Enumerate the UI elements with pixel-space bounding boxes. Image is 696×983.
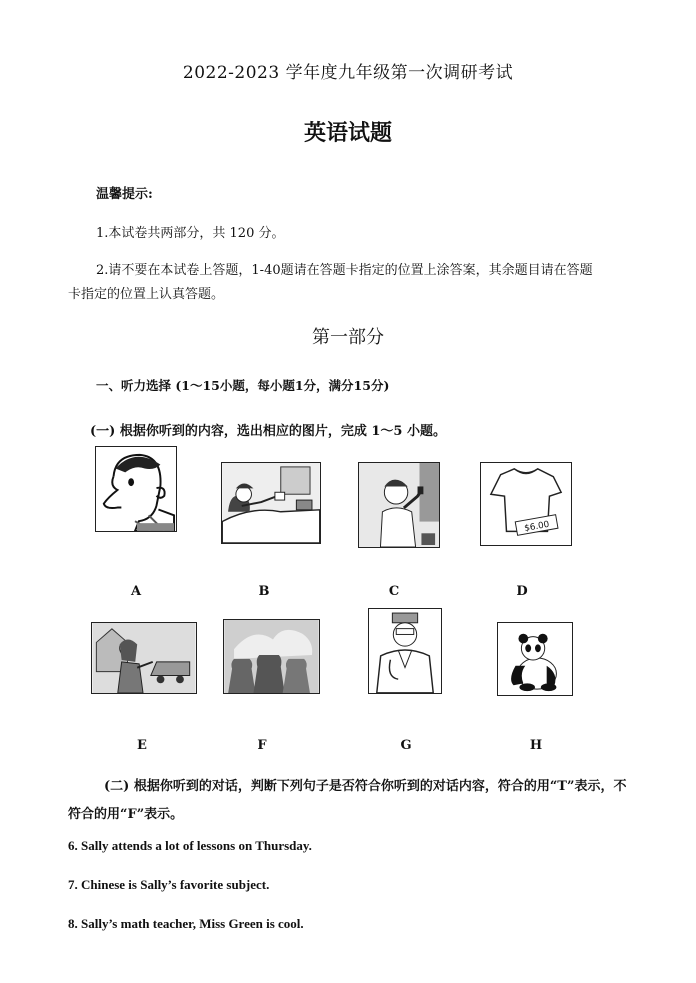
picture-a-label: A bbox=[130, 584, 142, 599]
picture-a bbox=[95, 446, 177, 532]
picture-f-label: F bbox=[257, 738, 267, 753]
doctor-icon bbox=[369, 609, 441, 693]
tips-heading: 温馨提示: bbox=[96, 187, 153, 202]
statement-6: 6. Sally attends a lot of lessons on Thursday. bbox=[68, 838, 312, 853]
part-title: 第一部分 bbox=[312, 327, 384, 348]
picture-c-label: C bbox=[388, 584, 400, 599]
picture-b-label: B bbox=[258, 584, 270, 599]
man-face-icon bbox=[96, 447, 176, 531]
statement-7: 7. Chinese is Sally’s favorite subject. bbox=[68, 877, 270, 892]
tip-item-2: 2.请不要在本试卷上答题，1-40题请在答题卡指定的位置上涂答案，其余题目请在答题 bbox=[96, 263, 593, 278]
woman-in-bed-icon bbox=[222, 463, 320, 543]
woman-with-train-icon bbox=[92, 623, 196, 693]
picture-g-label: G bbox=[400, 738, 412, 753]
singing-boy-icon bbox=[359, 463, 439, 547]
section-1-heading: 一、听力选择 (1～15小题，每小题1分，满分15分) bbox=[96, 378, 390, 393]
price-tag-text: $6.00 bbox=[523, 519, 551, 535]
tshirt-price-icon bbox=[481, 463, 571, 545]
picture-d-label: D bbox=[516, 584, 528, 599]
picture-g bbox=[368, 608, 442, 694]
panda-icon bbox=[498, 623, 572, 695]
section-1-instruction: (一) 根据你听到的内容，选出相应的图片，完成 1～5 小题。 bbox=[90, 424, 446, 439]
cooling-towers-icon bbox=[224, 620, 319, 693]
picture-e-label: E bbox=[137, 738, 147, 753]
statement-8: 8. Sally’s math teacher, Miss Green is cool. bbox=[68, 916, 304, 931]
exam-title: 2022-2023 学年度九年级第一次调研考试 bbox=[182, 63, 514, 83]
picture-f bbox=[223, 619, 320, 694]
picture-h bbox=[497, 622, 573, 696]
picture-b bbox=[221, 462, 321, 544]
tip-item-2-continued: 卡指定的位置上认真答题。 bbox=[68, 287, 225, 302]
picture-h-label: H bbox=[529, 738, 543, 753]
tip-item-1: 1.本试卷共两部分，共 120 分。 bbox=[96, 226, 285, 241]
picture-d bbox=[480, 462, 572, 546]
picture-c bbox=[358, 462, 440, 548]
picture-e bbox=[91, 622, 197, 694]
subject-title: 英语试题 bbox=[303, 120, 392, 146]
section-2-instruction: (二) 根据你听到的对话，判断下列句子是否符合你听到的对话内容，符合的用“T”表示，不符合的用“F”表示。 bbox=[68, 779, 627, 822]
